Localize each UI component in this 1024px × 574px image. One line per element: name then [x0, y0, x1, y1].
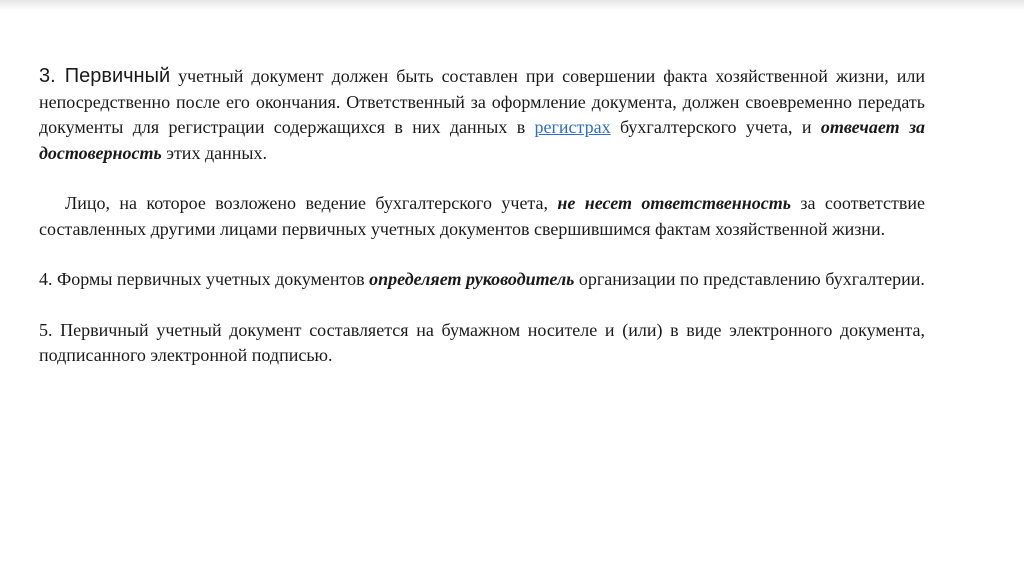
paragraph-3	[39, 64, 925, 166]
paragraph-text: Лицо, на которое возложено ведение бухгалтерского учета,	[65, 193, 558, 213]
slide-body	[39, 64, 925, 369]
top-shadow	[0, 0, 1024, 10]
paragraph-5: 5. Первичный учетный документ составляется на бумажном носителе и (или) в виде электронного документа, подписанного электронной подписью.	[39, 319, 925, 365]
registers-link[interactable]: регистрах	[534, 117, 611, 137]
paragraph-4	[39, 267, 925, 293]
paragraph-text: учетный документ должен быть составлен при совершении факта хозяйственной жизни, или непосредственно после его окончания. Ответственный за оформление документа, должен своевременно передать документы для регистрации содержащихся в них данных в	[39, 66, 926, 137]
paragraph-text: этих данных.	[161, 142, 267, 163]
emphasis-text: определяет руководитель	[369, 269, 575, 289]
paragraph-text: за соответствие составленных другими лицами первичных учетных документов свершившимся фактам хозяйственной жизни.	[39, 193, 925, 239]
emphasis-text: отвечает за достоверность	[39, 117, 925, 163]
paragraph-text: организации по представлению бухгалтерии.	[574, 269, 925, 289]
paragraph-responsibility	[39, 191, 925, 242]
paragraph-text: бухгалтерского учета, и	[610, 117, 821, 137]
paragraph-lead: 3. Первичный	[39, 65, 171, 87]
paragraph-text: 4. Формы первичных учетных документов	[39, 269, 370, 289]
emphasis-text: не несет ответственность	[557, 193, 792, 213]
